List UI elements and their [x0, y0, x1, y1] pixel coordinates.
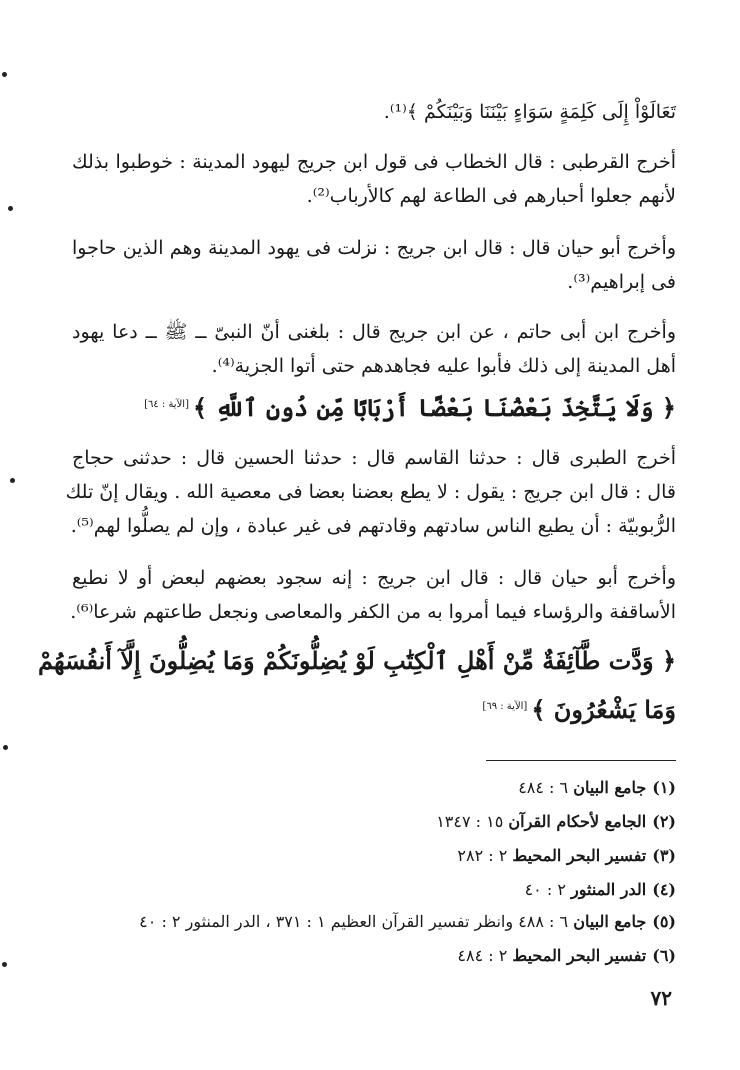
footnote-number: (١)	[652, 778, 676, 797]
paragraph-tabari-line-2: قال : قال ابن جريج : يقول : لا يطع بعضنا بعضا فى معصية الله . ويقال إنّ تلك	[65, 481, 676, 503]
paragraph-ibn-abi-hatim-line-2: أهل المدينة إلى ذلك فأبوا عليه فجاهدهم حتى أتوا الجزية⁽⁴⁾.	[211, 355, 676, 377]
verse-text: وَمَا يَشْعُرُونَ ﴾	[531, 695, 676, 724]
footnote-5	[80, 910, 676, 934]
verse-text: ﴿ وَلَا يَتَّخِذَ بَعْضُنَا بَعْضًا أَرْبَابًا مِّن دُونِ ٱللَّهِ ﴾	[192, 393, 676, 422]
footnote-title: تفسير البحر المحيط	[512, 946, 647, 965]
footnote-ref: ٢ : ٤٠	[524, 880, 566, 899]
scan-artifact	[2, 962, 7, 967]
footnote-2	[90, 810, 676, 834]
footnote-number: (٢)	[652, 812, 676, 831]
paragraph-abu-hayyan-line-2: فى إبراهيم⁽³⁾.	[567, 271, 676, 293]
quran-verse-69-line-2	[72, 690, 676, 727]
footnote-number: (٣)	[652, 846, 676, 865]
footnote-number: (٥)	[652, 912, 676, 931]
footnote-title: جامع البيان	[573, 912, 647, 931]
verse-reference: [الآية : ٦٩]	[482, 701, 528, 712]
paragraph-ibn-abi-hatim-line-1: وأخرج ابن أبى حاتم ، عن ابن جريج قال : بلغنى أنّ النبىّ ــ ﷺ ــ دعا يهود	[72, 321, 676, 343]
paragraph-abu-hayyan-2-line-1: وأخرج أبو حيان قال : قال ابن جريج : إنه سجود بعضهم لبعض أو لا نطيع	[72, 567, 676, 589]
paragraph-tabari-line-1: أخرج الطبرى قال : حدثنا القاسم قال : حدثنا الحسين قال : حدثنى حجاج	[72, 447, 676, 469]
paragraph-tabari-line-3: الرُّبوبيّة : أن يطيع الناس سادتهم وقادتهم فى غير عبادة ، وإن لم يصلُّوا لهم⁽⁵⁾.	[70, 515, 676, 537]
footnote-number: (٤)	[652, 880, 676, 899]
quran-verse-64	[72, 388, 676, 425]
verse-reference: [الآية : ٦٤]	[144, 399, 189, 410]
footnote-4	[90, 878, 676, 902]
scan-artifact	[2, 72, 7, 77]
footnote-title: الدر المنثور	[571, 880, 647, 899]
footnote-divider	[486, 760, 676, 761]
footnote-title: الجامع لأحكام القرآن	[508, 812, 647, 831]
quran-verse-69-line-1: ﴿ وَدَّت طَّآئِفَةٌ مِّنْ أَهْلِ ٱلْكِتَٰبِ لَوْ يُضِلُّونَكُمْ وَمَا يُضِلُّونَ إِلَّآ أَنفُسَهُمْ	[38, 646, 676, 675]
scan-artifact	[10, 478, 15, 483]
scan-artifact	[8, 206, 13, 211]
footnote-number: (٦)	[652, 946, 676, 965]
verse-continuation: تَعَالَوْاْ إِلَى كَلِمَةٍ سَوَاءٍ بَيْنَنَا وَبَيْنَكُمْ ﴾⁽¹⁾.	[383, 101, 676, 123]
footnote-1	[90, 776, 676, 800]
footnote-title: تفسير البحر المحيط	[512, 846, 647, 865]
paragraph-qurtubi-line-1: أخرج القرطبى : قال الخطاب فى قول ابن جريج ليهود المدينة : خوطبوا بذلك	[72, 151, 676, 173]
footnote-3	[90, 844, 676, 868]
footnote-ref: ٢ : ٤٨٤	[457, 946, 508, 965]
footnote-title: جامع البيان	[573, 778, 647, 797]
page-number: ٧٢	[650, 986, 672, 1010]
footnote-ref: ٢ : ٢٨٢	[457, 846, 508, 865]
paragraph-abu-hayyan-line-1: وأخرج أبو حيان قال : قال ابن جريج : نزلت فى يهود المدينة وهم الذين حاجوا	[72, 237, 676, 259]
footnote-6	[90, 944, 676, 968]
scan-artifact	[3, 745, 8, 750]
footnote-ref: ٦ : ٤٨٨ وانظر تفسير القرآن العظيم ١ : ٣٧١ ، الدر المنثور ٢ : ٤٠	[139, 912, 569, 931]
paragraph-abu-hayyan-2-line-2: الأساقفة والرؤساء فيما أمروا به من الكفر والمعاصى ونجعل طاعتهم شرعا⁽⁶⁾.	[70, 601, 676, 623]
paragraph-qurtubi-line-2: لأنهم جعلوا أحبارهم فى الطاعة لهم كالأرباب⁽²⁾.	[306, 185, 676, 207]
footnote-ref: ٦ : ٤٨٤	[518, 778, 569, 797]
footnote-ref: ١٥ : ١٣٤٧	[436, 812, 504, 831]
